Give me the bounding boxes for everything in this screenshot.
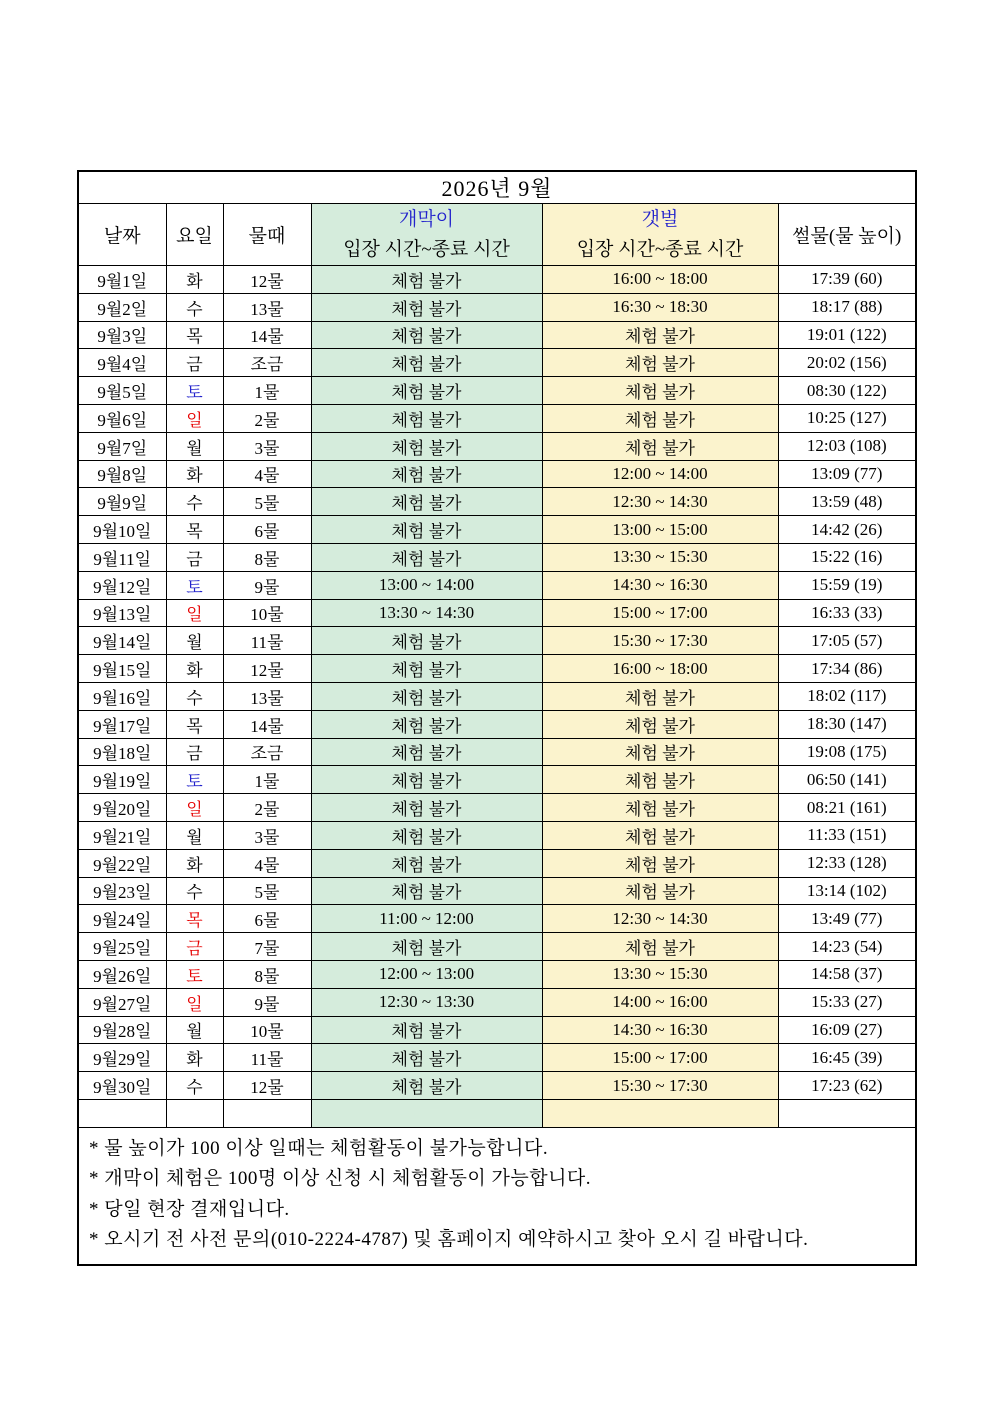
gaemagi-time-cell: 체험 불가 <box>311 1072 542 1100</box>
gaetbeol-time-cell: 체험 불가 <box>542 432 778 460</box>
ebb-tide-cell: 15:59 (19) <box>778 571 916 599</box>
ebb-tide-cell: 12:03 (108) <box>778 432 916 460</box>
date-cell: 9월13일 <box>78 599 166 627</box>
table-row <box>78 960 916 988</box>
ebb-tide-cell: 19:01 (122) <box>778 321 916 349</box>
table-row <box>78 905 916 933</box>
date-cell: 9월2일 <box>78 293 166 321</box>
gaetbeol-time-cell: 16:00 ~ 18:00 <box>542 655 778 683</box>
gaemagi-time-cell <box>311 1099 542 1127</box>
date-cell: 9월27일 <box>78 988 166 1016</box>
ebb-tide-cell: 18:17 (88) <box>778 293 916 321</box>
date-cell: 9월7일 <box>78 432 166 460</box>
day-of-week-cell: 토 <box>166 766 223 794</box>
day-of-week-cell: 화 <box>166 849 223 877</box>
day-of-week-cell: 수 <box>166 488 223 516</box>
date-cell: 9월14일 <box>78 627 166 655</box>
ebb-tide-cell: 13:49 (77) <box>778 905 916 933</box>
gaetbeol-time-cell: 12:30 ~ 14:30 <box>542 488 778 516</box>
gaemagi-time-cell: 체험 불가 <box>311 794 542 822</box>
ebb-tide-cell: 06:50 (141) <box>778 766 916 794</box>
table-row <box>78 321 916 349</box>
table-row <box>78 404 916 432</box>
date-cell: 9월21일 <box>78 821 166 849</box>
gaetbeol-time-cell: 15:30 ~ 17:30 <box>542 1072 778 1100</box>
date-cell: 9월22일 <box>78 849 166 877</box>
notes-cell <box>78 1127 916 1265</box>
gaetbeol-time-cell: 14:30 ~ 16:30 <box>542 1016 778 1044</box>
gaemagi-time-cell: 13:00 ~ 14:00 <box>311 571 542 599</box>
day-of-week-cell: 목 <box>166 516 223 544</box>
date-cell: 9월29일 <box>78 1044 166 1072</box>
tide-cell: 조금 <box>223 349 311 377</box>
table-row <box>78 738 916 766</box>
tide-cell: 3물 <box>223 821 311 849</box>
gaetbeol-time-cell: 14:00 ~ 16:00 <box>542 988 778 1016</box>
ebb-tide-cell: 11:33 (151) <box>778 821 916 849</box>
gaetbeol-header-sub: 입장 시간~종료 시간 <box>576 238 744 260</box>
gaemagi-time-cell: 체험 불가 <box>311 1016 542 1044</box>
day-of-week-cell: 일 <box>166 404 223 432</box>
column-header-ebb-tide: 썰물(물 높이) <box>778 204 916 266</box>
gaemagi-time-cell: 체험 불가 <box>311 849 542 877</box>
gaemagi-time-cell: 11:00 ~ 12:00 <box>311 905 542 933</box>
table-row <box>78 849 916 877</box>
note-onsite-payment: * 당일 현장 결재입니다. <box>89 1198 290 1220</box>
gaemagi-time-cell: 체험 불가 <box>311 404 542 432</box>
gaetbeol-time-cell: 15:30 ~ 17:30 <box>542 627 778 655</box>
date-cell: 9월24일 <box>78 905 166 933</box>
gaemagi-time-cell: 12:30 ~ 13:30 <box>311 988 542 1016</box>
tide-cell: 13물 <box>223 293 311 321</box>
gaemagi-time-cell: 체험 불가 <box>311 877 542 905</box>
date-cell <box>78 1099 166 1127</box>
gaemagi-time-cell: 체험 불가 <box>311 377 542 405</box>
gaetbeol-time-cell <box>542 1099 778 1127</box>
table-row <box>78 599 916 627</box>
note-contact-reservation: * 오시기 전 사전 문의(010-2224-4787) 및 홈페이지 예약하시고 찾아 오시 길 바랍니다. <box>89 1229 809 1251</box>
table-row <box>78 627 916 655</box>
tide-cell: 2물 <box>223 794 311 822</box>
tide-cell: 1물 <box>223 377 311 405</box>
day-of-week-cell: 금 <box>166 543 223 571</box>
date-cell: 9월23일 <box>78 877 166 905</box>
table-row <box>78 988 916 1016</box>
gaetbeol-time-cell: 15:00 ~ 17:00 <box>542 599 778 627</box>
table-row <box>78 1099 916 1127</box>
date-cell: 9월17일 <box>78 710 166 738</box>
ebb-tide-cell: 10:25 (127) <box>778 404 916 432</box>
day-of-week-cell: 일 <box>166 599 223 627</box>
gaetbeol-time-cell: 14:30 ~ 16:30 <box>542 571 778 599</box>
ebb-tide-cell: 17:23 (62) <box>778 1072 916 1100</box>
ebb-tide-cell: 18:30 (147) <box>778 710 916 738</box>
gaemagi-time-cell: 체험 불가 <box>311 516 542 544</box>
tide-cell: 14물 <box>223 710 311 738</box>
day-of-week-cell: 토 <box>166 571 223 599</box>
gaemagi-time-cell: 체험 불가 <box>311 933 542 961</box>
table-row <box>78 349 916 377</box>
date-cell: 9월19일 <box>78 766 166 794</box>
day-of-week-cell: 금 <box>166 933 223 961</box>
table-row <box>78 766 916 794</box>
tide-schedule <box>77 170 915 1266</box>
date-cell: 9월8일 <box>78 460 166 488</box>
gaetbeol-time-cell: 체험 불가 <box>542 849 778 877</box>
ebb-tide-cell: 17:39 (60) <box>778 266 916 294</box>
day-of-week-cell: 목 <box>166 710 223 738</box>
gaemagi-time-cell: 13:30 ~ 14:30 <box>311 599 542 627</box>
schedule-body <box>78 266 916 1128</box>
day-of-week-cell: 월 <box>166 432 223 460</box>
gaemagi-time-cell: 체험 불가 <box>311 460 542 488</box>
day-of-week-cell: 수 <box>166 682 223 710</box>
column-header-row <box>78 204 916 266</box>
column-header-gaetbeol <box>542 204 778 266</box>
tide-cell: 8물 <box>223 960 311 988</box>
date-cell: 9월20일 <box>78 794 166 822</box>
ebb-tide-cell: 14:42 (26) <box>778 516 916 544</box>
page-title: 2026년 9월 <box>78 171 916 204</box>
date-cell: 9월12일 <box>78 571 166 599</box>
table-row <box>78 266 916 294</box>
gaetbeol-time-cell: 체험 불가 <box>542 933 778 961</box>
gaetbeol-time-cell: 체험 불가 <box>542 682 778 710</box>
gaetbeol-time-cell: 체험 불가 <box>542 766 778 794</box>
table-row <box>78 821 916 849</box>
gaemagi-time-cell: 체험 불가 <box>311 821 542 849</box>
tide-cell: 12물 <box>223 1072 311 1100</box>
gaetbeol-time-cell: 체험 불가 <box>542 738 778 766</box>
gaemagi-time-cell: 체험 불가 <box>311 1044 542 1072</box>
table-row <box>78 1072 916 1100</box>
day-of-week-cell: 화 <box>166 266 223 294</box>
gaetbeol-time-cell: 12:00 ~ 14:00 <box>542 460 778 488</box>
ebb-tide-cell: 17:34 (86) <box>778 655 916 683</box>
gaemagi-time-cell: 체험 불가 <box>311 266 542 294</box>
gaetbeol-time-cell: 체험 불가 <box>542 321 778 349</box>
ebb-tide-cell: 16:45 (39) <box>778 1044 916 1072</box>
table-row <box>78 377 916 405</box>
title-row <box>78 171 916 204</box>
table-row <box>78 1044 916 1072</box>
gaemagi-time-cell: 체험 불가 <box>311 766 542 794</box>
gaetbeol-time-cell: 체험 불가 <box>542 349 778 377</box>
date-cell: 9월18일 <box>78 738 166 766</box>
date-cell: 9월9일 <box>78 488 166 516</box>
table-row <box>78 293 916 321</box>
column-header-tide: 물때 <box>223 204 311 266</box>
table-row <box>78 655 916 683</box>
tide-cell: 12물 <box>223 266 311 294</box>
ebb-tide-cell: 13:09 (77) <box>778 460 916 488</box>
ebb-tide-cell: 19:08 (175) <box>778 738 916 766</box>
table-row <box>78 794 916 822</box>
day-of-week-cell: 일 <box>166 794 223 822</box>
date-cell: 9월11일 <box>78 543 166 571</box>
ebb-tide-cell: 16:33 (33) <box>778 599 916 627</box>
gaemagi-time-cell: 체험 불가 <box>311 627 542 655</box>
ebb-tide-cell: 15:33 (27) <box>778 988 916 1016</box>
date-cell: 9월3일 <box>78 321 166 349</box>
day-of-week-cell: 월 <box>166 627 223 655</box>
date-cell: 9월16일 <box>78 682 166 710</box>
column-header-gaemagi <box>311 204 542 266</box>
note-water-height: * 물 높이가 100 이상 일때는 체험활동이 불가능합니다. <box>89 1137 549 1159</box>
gaetbeol-time-cell: 13:30 ~ 15:30 <box>542 960 778 988</box>
date-cell: 9월5일 <box>78 377 166 405</box>
gaetbeol-time-cell: 12:30 ~ 14:30 <box>542 905 778 933</box>
tide-cell: 5물 <box>223 488 311 516</box>
gaetbeol-time-cell: 체험 불가 <box>542 377 778 405</box>
day-of-week-cell: 월 <box>166 821 223 849</box>
gaemagi-time-cell: 체험 불가 <box>311 488 542 516</box>
ebb-tide-cell: 17:05 (57) <box>778 627 916 655</box>
gaemagi-time-cell: 체험 불가 <box>311 321 542 349</box>
day-of-week-cell: 토 <box>166 960 223 988</box>
tide-cell: 9물 <box>223 988 311 1016</box>
tide-cell <box>223 1099 311 1127</box>
date-cell: 9월28일 <box>78 1016 166 1044</box>
tide-cell: 6물 <box>223 516 311 544</box>
table-row <box>78 543 916 571</box>
day-of-week-cell: 일 <box>166 988 223 1016</box>
tide-cell: 11물 <box>223 1044 311 1072</box>
gaetbeol-time-cell: 체험 불가 <box>542 404 778 432</box>
date-cell: 9월26일 <box>78 960 166 988</box>
table-row <box>78 571 916 599</box>
day-of-week-cell: 목 <box>166 905 223 933</box>
day-of-week-cell: 화 <box>166 460 223 488</box>
day-of-week-cell: 화 <box>166 655 223 683</box>
gaemagi-time-cell: 체험 불가 <box>311 738 542 766</box>
tide-cell: 12물 <box>223 655 311 683</box>
tide-cell: 10물 <box>223 599 311 627</box>
gaemagi-time-cell: 체험 불가 <box>311 293 542 321</box>
gaemagi-time-cell: 체험 불가 <box>311 432 542 460</box>
gaetbeol-header-title: 갯벌 <box>641 208 679 230</box>
ebb-tide-cell: 13:14 (102) <box>778 877 916 905</box>
ebb-tide-cell: 15:22 (16) <box>778 543 916 571</box>
tide-cell: 조금 <box>223 738 311 766</box>
ebb-tide-cell: 20:02 (156) <box>778 349 916 377</box>
ebb-tide-cell: 12:33 (128) <box>778 849 916 877</box>
gaetbeol-time-cell: 15:00 ~ 17:00 <box>542 1044 778 1072</box>
date-cell: 9월6일 <box>78 404 166 432</box>
gaemagi-time-cell: 체험 불가 <box>311 543 542 571</box>
table-row <box>78 1016 916 1044</box>
gaetbeol-time-cell: 13:30 ~ 15:30 <box>542 543 778 571</box>
tide-cell: 3물 <box>223 432 311 460</box>
tide-cell: 10물 <box>223 1016 311 1044</box>
table-row <box>78 516 916 544</box>
gaemagi-time-cell: 체험 불가 <box>311 349 542 377</box>
ebb-tide-cell: 14:23 (54) <box>778 933 916 961</box>
day-of-week-cell: 목 <box>166 321 223 349</box>
date-cell: 9월30일 <box>78 1072 166 1100</box>
table-row <box>78 460 916 488</box>
tide-cell: 4물 <box>223 460 311 488</box>
table-row <box>78 933 916 961</box>
date-cell: 9월15일 <box>78 655 166 683</box>
ebb-tide-cell: 14:58 (37) <box>778 960 916 988</box>
day-of-week-cell <box>166 1099 223 1127</box>
gaemagi-header-sub: 입장 시간~종료 시간 <box>343 238 510 260</box>
ebb-tide-cell: 08:30 (122) <box>778 377 916 405</box>
tide-cell: 5물 <box>223 877 311 905</box>
gaemagi-time-cell: 체험 불가 <box>311 710 542 738</box>
gaetbeol-time-cell: 체험 불가 <box>542 821 778 849</box>
tide-cell: 9물 <box>223 571 311 599</box>
gaemagi-time-cell: 체험 불가 <box>311 682 542 710</box>
gaetbeol-time-cell: 체험 불가 <box>542 877 778 905</box>
day-of-week-cell: 금 <box>166 349 223 377</box>
ebb-tide-cell: 16:09 (27) <box>778 1016 916 1044</box>
tide-cell: 8물 <box>223 543 311 571</box>
notes-row <box>78 1127 916 1265</box>
ebb-tide-cell: 08:21 (161) <box>778 794 916 822</box>
date-cell: 9월4일 <box>78 349 166 377</box>
day-of-week-cell: 수 <box>166 293 223 321</box>
gaetbeol-time-cell: 체험 불가 <box>542 794 778 822</box>
gaemagi-time-cell: 12:00 ~ 13:00 <box>311 960 542 988</box>
date-cell: 9월25일 <box>78 933 166 961</box>
day-of-week-cell: 월 <box>166 1016 223 1044</box>
tide-cell: 4물 <box>223 849 311 877</box>
table-row <box>78 710 916 738</box>
table-row <box>78 488 916 516</box>
day-of-week-cell: 수 <box>166 877 223 905</box>
day-of-week-cell: 토 <box>166 377 223 405</box>
day-of-week-cell: 금 <box>166 738 223 766</box>
ebb-tide-cell: 13:59 (48) <box>778 488 916 516</box>
table-row <box>78 432 916 460</box>
gaetbeol-time-cell: 체험 불가 <box>542 710 778 738</box>
gaemagi-header-title: 개막이 <box>398 208 455 230</box>
tide-cell: 6물 <box>223 905 311 933</box>
day-of-week-cell: 수 <box>166 1072 223 1100</box>
tide-cell: 2물 <box>223 404 311 432</box>
day-of-week-cell: 화 <box>166 1044 223 1072</box>
tide-cell: 14물 <box>223 321 311 349</box>
date-cell: 9월1일 <box>78 266 166 294</box>
gaetbeol-time-cell: 13:00 ~ 15:00 <box>542 516 778 544</box>
tide-cell: 7물 <box>223 933 311 961</box>
date-cell: 9월10일 <box>78 516 166 544</box>
column-header-date: 날짜 <box>78 204 166 266</box>
gaemagi-time-cell: 체험 불가 <box>311 655 542 683</box>
tide-cell: 13물 <box>223 682 311 710</box>
ebb-tide-cell <box>778 1099 916 1127</box>
gaetbeol-time-cell: 16:00 ~ 18:00 <box>542 266 778 294</box>
schedule-table <box>77 170 917 1266</box>
column-header-day: 요일 <box>166 204 223 266</box>
table-row <box>78 877 916 905</box>
note-gaemagi-minimum: * 개막이 체험은 100명 이상 신청 시 체험활동이 가능합니다. <box>89 1168 592 1190</box>
tide-cell: 1물 <box>223 766 311 794</box>
table-row <box>78 682 916 710</box>
tide-cell: 11물 <box>223 627 311 655</box>
gaetbeol-time-cell: 16:30 ~ 18:30 <box>542 293 778 321</box>
ebb-tide-cell: 18:02 (117) <box>778 682 916 710</box>
